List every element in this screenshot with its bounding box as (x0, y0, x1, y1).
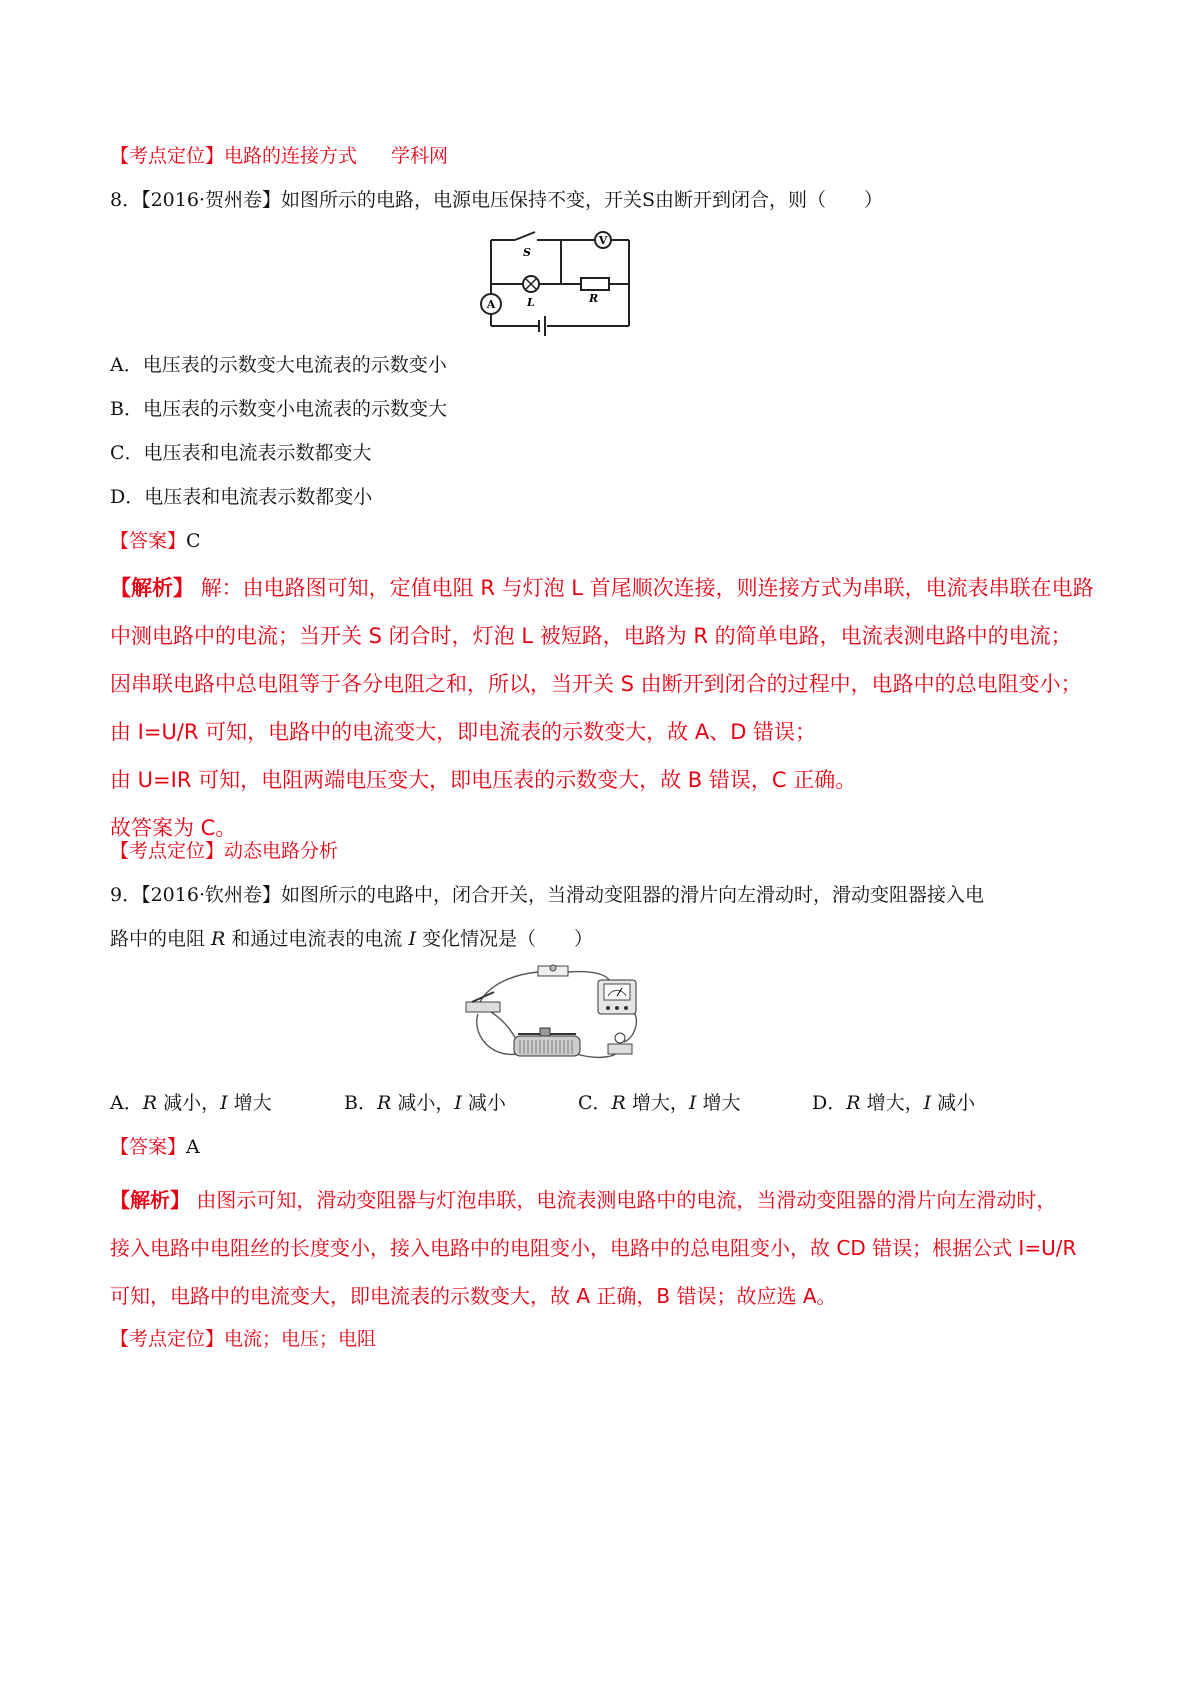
q9-option-a: A．R 减小，I 增大 (110, 1092, 272, 1114)
q8-option-c: C．电压表和电流表示数都变大 (110, 442, 372, 464)
lamp-icon (538, 965, 568, 976)
question-text: 如图所示的电路，电源电压保持不变，开关S由断开到闭合，则（ ） (281, 189, 884, 211)
analysis-line: 故答案为 C。 (110, 816, 237, 840)
answer-value: C (186, 530, 201, 552)
q8-analysis (110, 564, 1100, 852)
kaodian-line-1 (110, 143, 448, 169)
q9-option-c: C．R 增大，I 增大 (578, 1092, 741, 1114)
analysis-line: 【解析】 解：由电路图可知，定值电阻 R 与灯泡 L 首尾顺次连接，则连接方式为串联，电流表串联在电路 (110, 576, 1094, 600)
kaodian-text: 动态电路分析 (224, 840, 339, 862)
q8-answer (110, 528, 201, 554)
circuit-diagram (475, 228, 635, 340)
question-8-stem (110, 187, 883, 213)
resistor-label: R (589, 292, 599, 305)
switch-icon (466, 992, 500, 1012)
q9-option-d: D．R 增大，I 减小 (812, 1092, 976, 1114)
question-text: 如图所示的电路中，闭合开关，当滑动变阻器的滑片向左滑动时，滑动变阻器接入电 (281, 884, 985, 906)
analysis-tag: 【解析】 (110, 576, 194, 600)
lamp-label: L (527, 296, 535, 309)
question-number: 8． (110, 189, 142, 211)
voltmeter-label: V (598, 234, 608, 247)
q8-option-d: D．电压表和电流表示数都变小 (110, 486, 373, 508)
analysis-line: 接入电路中电阻丝的长度变小，接入电路中的电阻变小，电路中的总电阻变小，故 CD 错误；根据公式 I=U/R (110, 1236, 1077, 1260)
ammeter-icon (598, 980, 636, 1014)
analysis-line: 因串联电路中总电阻等于各分电阻之和，所以，当开关 S 由断开到闭合的过程中，电路中的总电阻变小； (110, 672, 1082, 696)
answer-tag: 【答案】 (110, 530, 187, 552)
q8-kaodian (110, 838, 338, 864)
question-9-stem (110, 882, 984, 908)
experiment-photo (458, 962, 648, 1070)
q9-kaodian (110, 1326, 376, 1352)
question-9-stem-line2: 路中的电阻 R 和通过电流表的电流 I 变化情况是（ ） (110, 928, 594, 950)
question-source: 【2016·钦州卷】 (141, 884, 281, 906)
analysis-line: 【解析】 由图示可知，滑动变阻器与灯泡串联，电流表测电路中的电流，当滑动变阻器的滑片向左滑动时， (110, 1188, 1057, 1212)
kaodian-tag: 【考点定位】 (110, 840, 225, 862)
answer-value: A (186, 1136, 200, 1158)
switch-label: S (523, 246, 531, 259)
analysis-line: 可知，电路中的电流变大，即电流表的示数变大，故 A 正确，B 错误；故应选 A。 (110, 1284, 837, 1308)
rheostat-icon (514, 1028, 580, 1056)
kaodian-tag: 【考点定位】 (110, 1328, 225, 1350)
kaodian-text: 电路的连接方式 (224, 145, 358, 167)
question-source: 【2016·贺州卷】 (141, 189, 281, 211)
q9-analysis (110, 1176, 1100, 1320)
bulb-icon (608, 1033, 632, 1054)
q8-option-b: B．电压表的示数变小电流表的示数变大 (110, 398, 447, 420)
kaodian-tag: 【考点定位】 (110, 145, 225, 167)
kaodian-extra: 学科网 (391, 145, 449, 167)
kaodian-text: 电流；电压；电阻 (224, 1328, 377, 1350)
question-number: 9． (110, 884, 142, 906)
q8-option-a: A．电压表的示数变大电流表的示数变小 (110, 354, 447, 376)
resistor-icon (581, 278, 609, 290)
analysis-line: 由 I=U/R 可知，电路中的电流变大，即电流表的示数变大，故 A、D 错误； (110, 720, 817, 744)
q9-answer (110, 1134, 200, 1160)
ammeter-label: A (486, 298, 496, 311)
analysis-line: 中测电路中的电流；当开关 S 闭合时，灯泡 L 被短路，电路为 R 的简单电路，电流表测电路中的电流； (110, 624, 1072, 648)
analysis-line: 由 U=IR 可知，电阻两端电压变大，即电压表的示数变大，故 B 错误，C 正确。 (110, 768, 857, 792)
q9-option-b: B．R 减小，I 减小 (344, 1092, 506, 1114)
analysis-tag: 【解析】 (110, 1188, 190, 1212)
answer-tag: 【答案】 (110, 1136, 187, 1158)
